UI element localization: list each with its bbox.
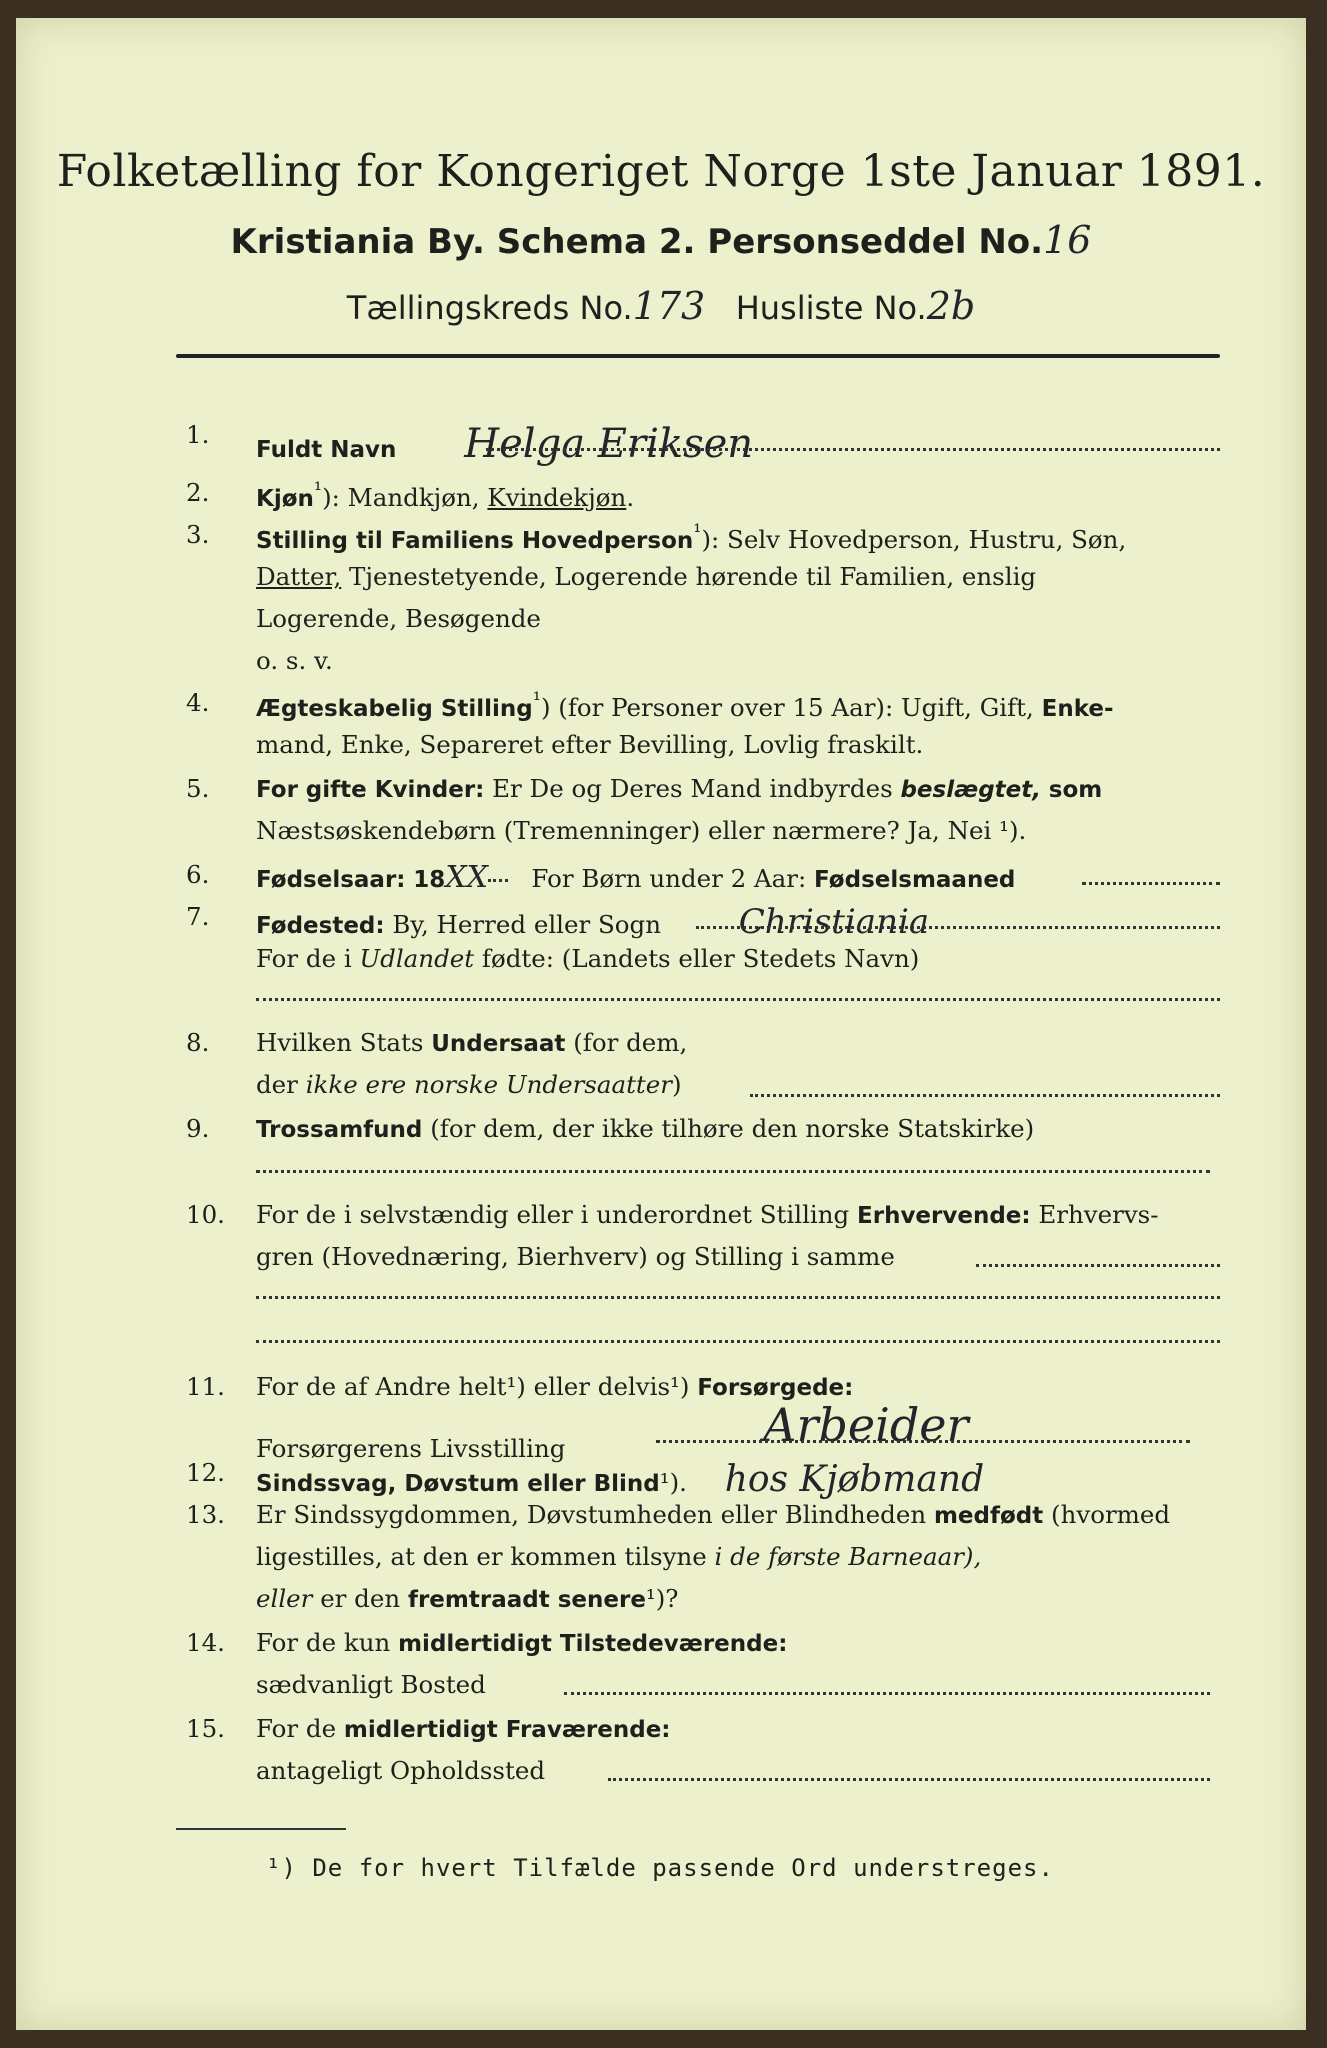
field-2-sup: ¹ [313, 478, 323, 502]
field-6-label: Fødselsaar: [256, 867, 406, 893]
field-15-text-2: antageligt Opholdssted [256, 1756, 545, 1785]
field-13-line-2-a: ligestilles, at den er kommen tilsyne [256, 1542, 707, 1571]
provider-occupation-value: Arbeider [763, 1398, 969, 1452]
field-8-dotted-line [750, 1094, 1220, 1097]
footnote-divider [176, 1828, 346, 1830]
husliste-label: Husliste No. [735, 289, 927, 327]
field-10-text-2: gren (Hovednæring, Bierhverv) og Stilling i samme [256, 1242, 895, 1271]
field-12-end: ¹). [659, 1468, 687, 1497]
field-8-label: Undersaat [431, 1031, 566, 1057]
field-4-options: ) (for Personer over 15 Aar): Ugift, Gift, [540, 693, 1034, 723]
field-12-label: Sindssvag, Døvstum eller Blind [256, 1471, 660, 1497]
field-2-options: ): Mandkjøn, [322, 483, 480, 513]
field-3-number: 3. [186, 520, 210, 549]
field-11-text: For de af Andre helt¹) eller delvis¹) [256, 1372, 690, 1401]
field-7-line-2-italic: Udlandet [359, 944, 475, 973]
field-7-line-2-b: fødte: (Landets eller Stedets Navn) [481, 944, 920, 973]
field-9-number: 9. [186, 1114, 210, 1143]
field-12-handwritten-value: hos Kjøbmand [724, 1459, 985, 1500]
field-10-blank-line-1 [256, 1296, 1220, 1299]
field-13-text: Er Sindssygdommen, Døvstumheden eller Blindheden [256, 1500, 927, 1529]
field-3-options: ): Selv Hovedperson, Hustru, Søn, [701, 525, 1127, 555]
personseddel-number: 16 [1043, 218, 1092, 262]
birthplace-value: Christiania [738, 902, 930, 942]
field-10-blank-line-2 [256, 1340, 1220, 1343]
field-15-label: midlertidigt Fraværende: [343, 1717, 671, 1743]
field-5-prefix: For [256, 777, 298, 803]
field-7-label: Fødested: [256, 913, 385, 939]
birth-year-value: XX [445, 860, 489, 895]
field-14-text-2: sædvanligt Bosted [256, 1670, 486, 1699]
header-line-taellingskreds [16, 284, 1306, 328]
field-2-label: Kjøn [256, 486, 314, 513]
full-name-value: Helga Eriksen [464, 421, 754, 467]
field-13-number: 13. [186, 1500, 225, 1529]
field-10-dotted-line [976, 1264, 1220, 1267]
field-15-number: 15. [186, 1714, 225, 1743]
form-title: Folketælling for Kongeriget Norge 1ste Januar 1891. [56, 146, 1266, 197]
field-3-options-2: Tjenestetyende, Logerende hørende til Familien, enslig [349, 562, 1037, 591]
field-12-number: 12. [186, 1458, 225, 1487]
birth-year-prefix: 18 [413, 867, 446, 893]
husliste-number: 2b [926, 284, 976, 328]
field-6-number: 6. [186, 860, 210, 889]
field-2-end: . [626, 483, 635, 513]
census-form-sheet: Folketælling for Kongeriget Norge 1ste Januar 1891. Kristiania By. Schema 2. Personseddel No.16 Tællingskreds No.173 Husliste No.2b 1. Fuldt Navn Helga Eriksen 2. Kjøn$^{^1}$): Mandkjøn, Kvindekjøn. 3. Stilling til Familiens Hovedperson$^{^1}$): Selv Hovedperson, Hustru, Søn, Datter, Tjenestetyende, Logerende hørende til Familien, enslig Logerende, Besøgende o. s. v. 4. Ægteskabelig Stilling$^{^1}$) (for Personer over 15 Aar): Ugift, Gift, Enke- mand, Enke, Separeret efter Bevilling, Lovlig fraskilt. 5. For gifte Kvinder: Er De og Deres Mand indbyrdes beslægtet, som Næstsøskendebørn (Tremenninger) eller nærmere? Ja, Nei ¹). 6. Fødselsaar: 18XX For Børn under 2 Aar: Fødselsmaaned 7. Fødested: By, Herred eller Sogn Christiania For de i Udlandet fødte: (Landets eller Stedets Navn) 8. Hvilken Stats Undersaat (for dem, der ikke ere norske Undersaatter) 9. Trossamfund (for dem, der ikke tilhøre den norske Statskirke) 10. For de i selvstændig eller i underordnet Stilling Erhvervende: Erhvervs- gren (Hovednæring, Bierhverv) og Stilling i samme 11. For de af Andre helt¹) eller delvis¹) Forsørgede: Forsørgerens Livsstilling Arbeider 12. Sindssvag, Døvstum eller Blind¹). hos Kjøbmand 13. Er Sindssygdommen, Døvstumheden eller Blindheden medfødt (hvormed ligestilles, at den er kommen tilsyne i de første Barneaar), eller er den fremtraadt senere¹)? 14. For de kun midlertidigt Tilstedeværende: sædvanligt Bosted 15. For de midlertidigt Fraværende: antageligt Opholdssted ¹) De for hvert Tilfælde passende Ord understreges. [16, 18, 1306, 2030]
field-10-text: For de i selvstændig eller i underordnet Stilling [256, 1200, 850, 1229]
field-2-underlined-choice: Kvindekjøn [487, 483, 627, 513]
field-1-number: 1. [186, 420, 210, 449]
field-10-end: Erhvervs- [1038, 1200, 1159, 1229]
field-13-label: medfødt [933, 1503, 1044, 1529]
field-4-bold-end: Enke- [1041, 696, 1114, 723]
field-6-child-text: For Børn under 2 Aar: [531, 864, 807, 893]
field-14-label: midlertidigt Tilstedeværende: [398, 1631, 788, 1657]
field-4-number: 4. [186, 688, 210, 717]
field-7-blank-line [256, 998, 1220, 1001]
field-13-end: (hvormed [1051, 1500, 1171, 1529]
field-11-number: 11. [186, 1372, 225, 1401]
field-5-label: gifte Kvinder: [305, 777, 485, 803]
header-line-personseddel [16, 218, 1306, 262]
field-9-label: Trossamfund [256, 1117, 423, 1143]
field-15-text: For de [256, 1714, 337, 1743]
field-6-label-2: Fødselsmaaned [814, 867, 1016, 893]
footnote: ¹) De for hvert Tilfælde passende Ord understreges. [266, 1854, 1054, 1882]
field-8-text-a: Hvilken Stats [256, 1028, 424, 1057]
field-1-dotted-line [486, 448, 1220, 451]
header-divider [176, 354, 1220, 358]
field-9-blank-line [256, 1170, 1210, 1173]
field-3-options-4: o. s. v. [256, 646, 333, 675]
field-3-underlined-choice: Datter, [256, 562, 342, 591]
line2-prefix: Kristiania By. Schema 2. Personseddel No. [230, 222, 1044, 262]
field-13-line-3-bold: fremtraadt senere [407, 1587, 646, 1613]
field-6-dotted-line [1082, 882, 1220, 885]
field-8-number: 8. [186, 1028, 210, 1057]
field-3-label: Stilling til Familiens Hovedperson [256, 528, 694, 555]
field-8-text-b: (for dem, [573, 1028, 688, 1057]
field-7-line-2-a: For de i [256, 944, 352, 973]
field-7-text: By, Herred eller Sogn [392, 910, 661, 939]
field-13-line-3-end: ¹)? [645, 1584, 679, 1613]
field-5-end: som [1048, 777, 1103, 803]
field-13-line-2-italic: i de første Barneaar), [714, 1542, 982, 1571]
field-11-text-2: Forsørgerens Livsstilling [256, 1434, 566, 1463]
field-4-options-2: mand, Enke, Separeret efter Bevilling, Lovlig fraskilt. [256, 730, 924, 759]
field-1-label: Fuldt Navn [256, 437, 397, 463]
line3-prefix: Tællingskreds No. [346, 289, 633, 327]
field-5-question-2: Næstsøskendebørn (Tremenninger) eller nærmere? Ja, Nei ¹). [256, 816, 1027, 845]
field-14-number: 14. [186, 1628, 225, 1657]
taellingskreds-number: 173 [632, 284, 706, 328]
field-7-dotted-line [696, 926, 1220, 929]
field-8-line-2-italic: ikke ere norske Undersaatter [305, 1070, 672, 1099]
field-14-dotted-line [564, 1692, 1210, 1695]
field-13-line-3-italic: eller [256, 1584, 313, 1613]
field-4-label: Ægteskabelig Stilling [256, 696, 533, 723]
field-5-number: 5. [186, 774, 210, 803]
field-3-options-3: Logerende, Besøgende [256, 604, 541, 633]
field-15-dotted-line [608, 1778, 1210, 1781]
field-5-italic-word: beslægtet, [900, 777, 1041, 803]
field-8-line-2-a: der [256, 1070, 298, 1099]
field-10-number: 10. [186, 1200, 225, 1229]
field-8-line-2-b: ) [671, 1070, 682, 1099]
field-2-number: 2. [186, 478, 210, 507]
field-9-text: (for dem, der ikke tilhøre den norske Statskirke) [430, 1114, 1035, 1143]
field-7-number: 7. [186, 902, 210, 931]
field-11-label: Forsørgede: [697, 1375, 854, 1401]
field-11-dotted-line [656, 1440, 1190, 1443]
field-13-line-3-a: er den [320, 1584, 401, 1613]
field-14-text: For de kun [256, 1628, 391, 1657]
field-10-label: Erhvervende: [857, 1203, 1031, 1229]
field-5-question: Er De og Deres Mand indbyrdes [492, 774, 893, 803]
